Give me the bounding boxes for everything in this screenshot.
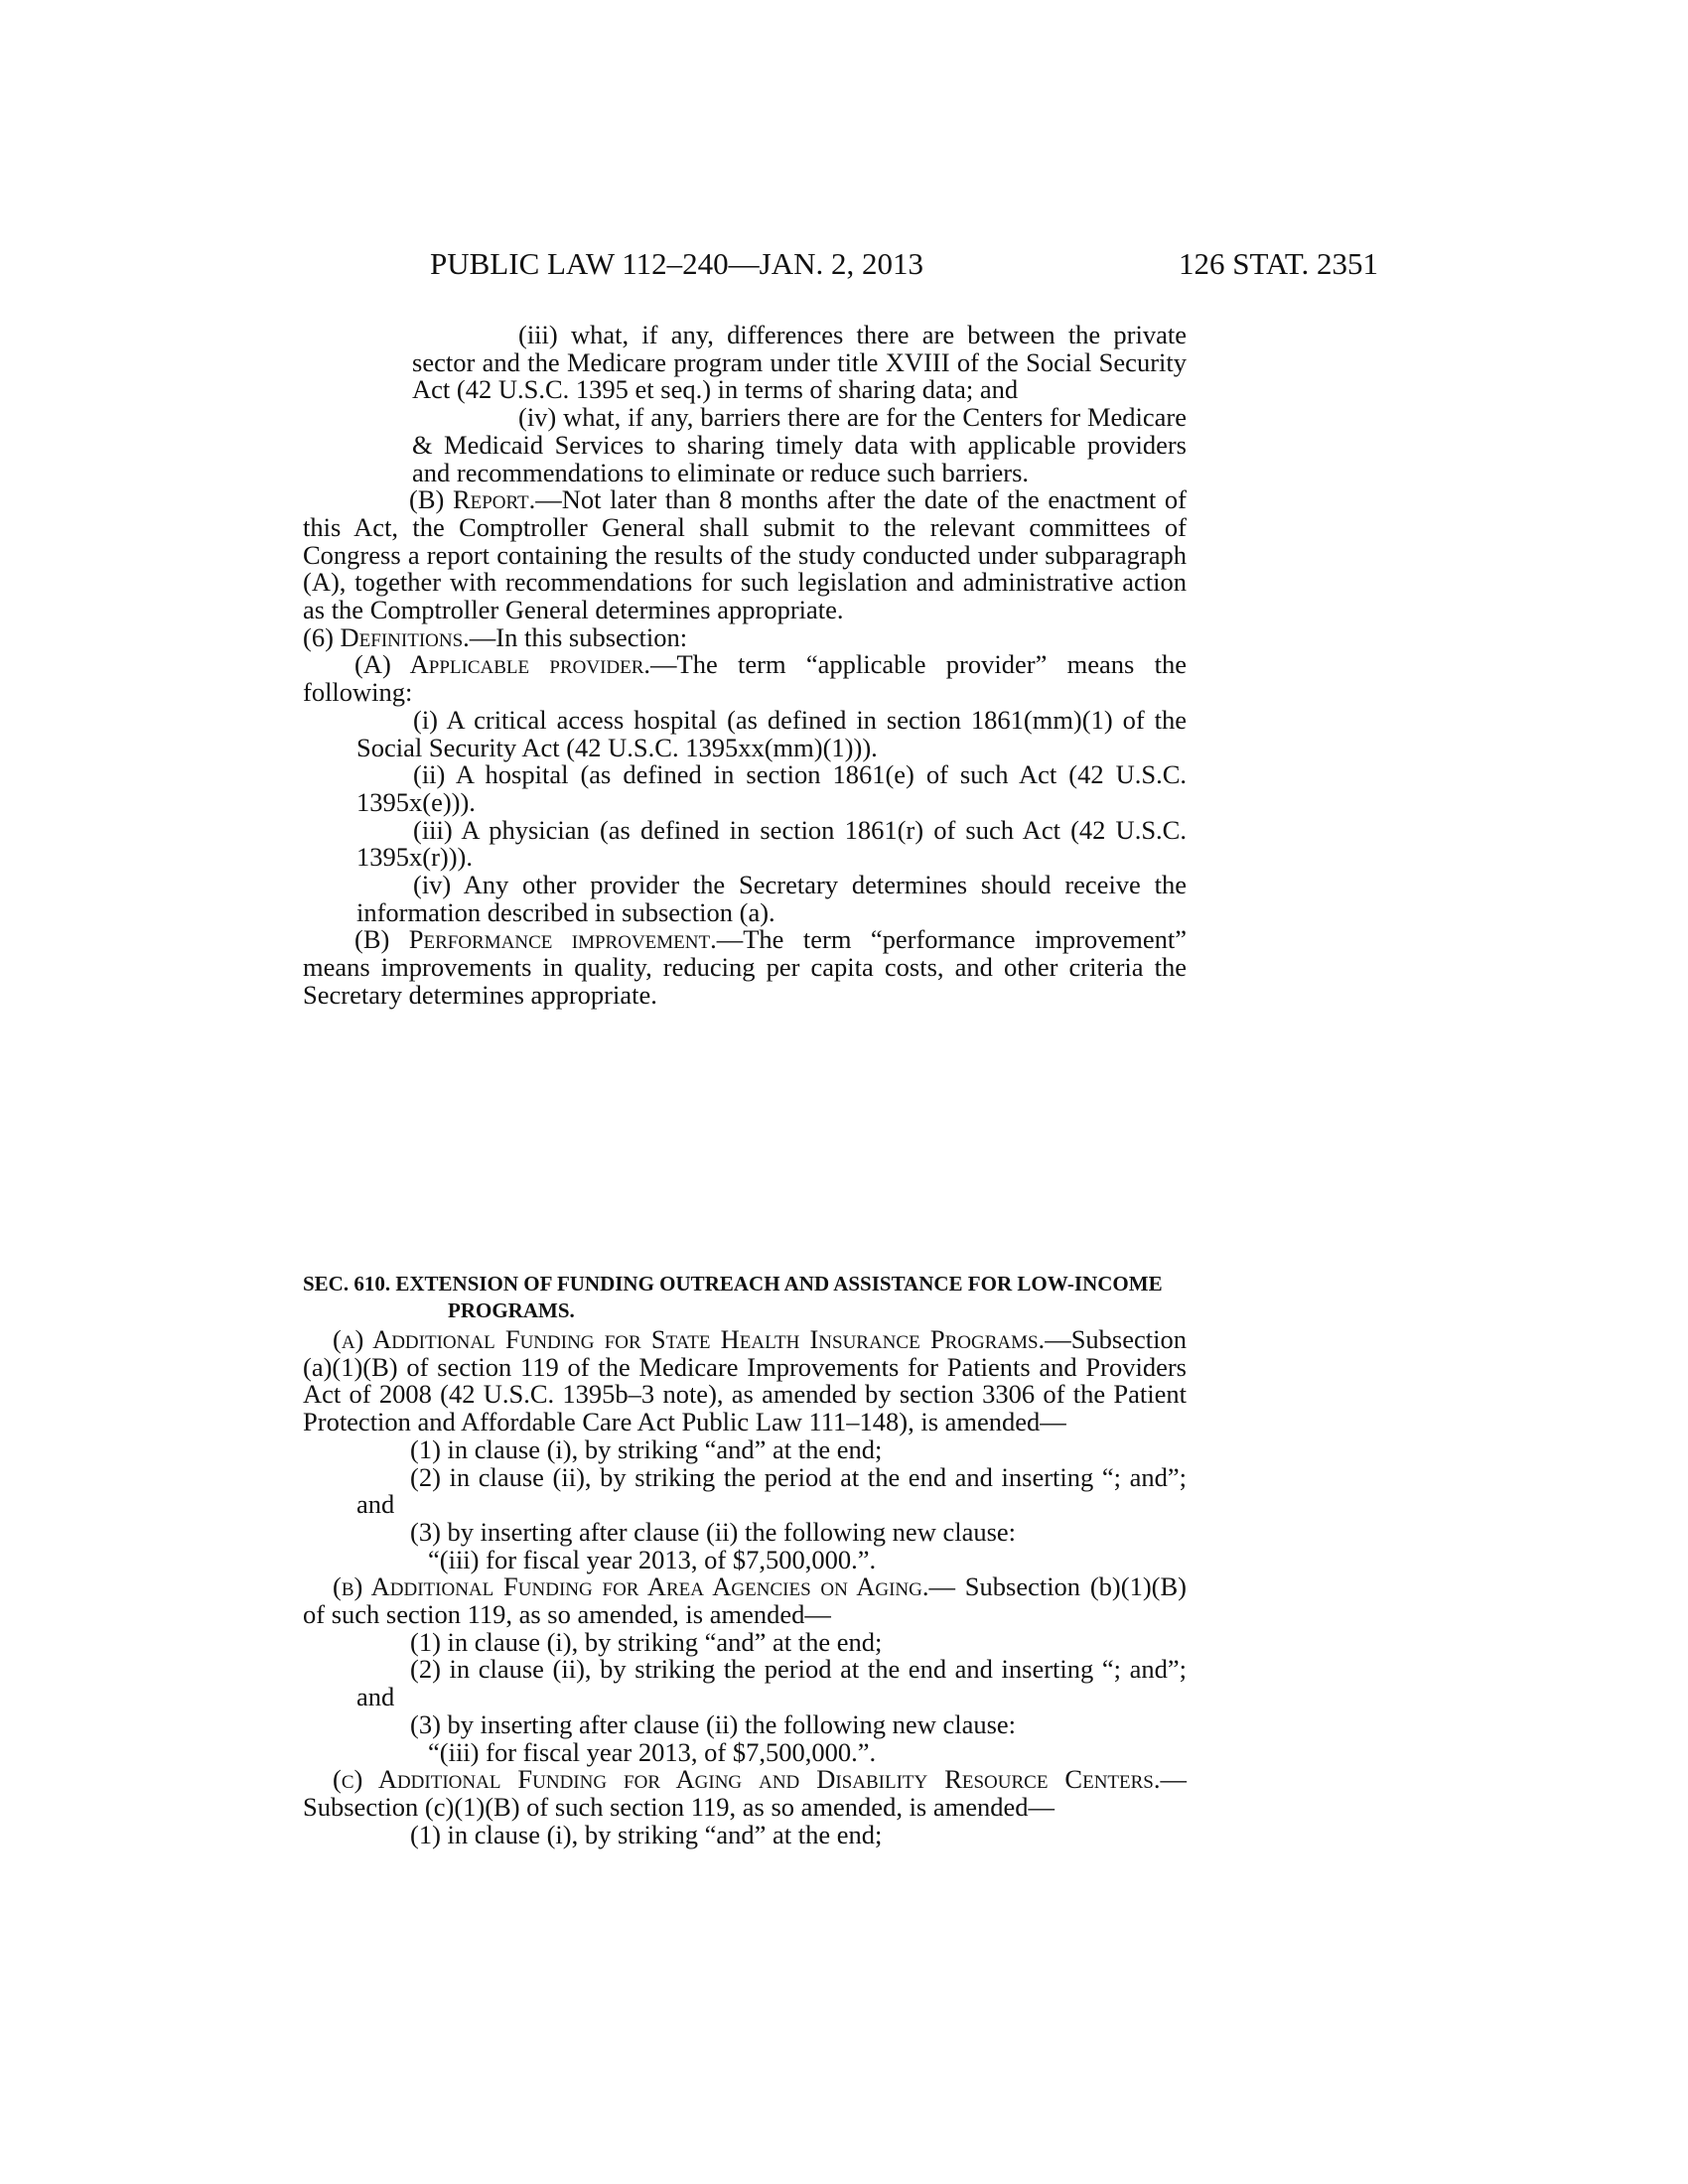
header-public-law: PUBLIC LAW 112–240—JAN. 2, 2013: [430, 246, 923, 281]
clause-iii-differences: (iii) what, if any, differences there are between the private sector and the Medicare program under title XVIII of the Social Security Act (42 U.S.C. 1395 et seq.) in terms of sharing data; and: [412, 320, 1187, 405]
header-stat-page: 126 STAT. 2351: [1178, 246, 1378, 281]
subsection-a-quote: “(iii) for fiscal year 2013, of $7,500,000.”.: [428, 1544, 877, 1574]
report-text: —Not later than 8 months after the date of the enactment of this Act, the Comptroller General shall submit to the relevant committees of Congress a report containing the results of the study conducted under subparagraph (A), together with recommendations for such legislation and administrative action as the Comptroller General determines appropriate.: [303, 484, 1187, 625]
subsection-b: [303, 1573, 1187, 1628]
subsection-a-item-3: (3) by inserting after clause (ii) the following new clause:: [410, 1516, 1017, 1547]
subsection-b-item-2: (2) in clause (ii), by striking the period at the end and inserting “; and”; and: [356, 1654, 1187, 1712]
subsection-b-item-1: (1) in clause (i), by striking “and” at the end;: [410, 1626, 883, 1657]
provider-item-iii: (iii) A physician (as defined in section 1861(r) of such Act (42 U.S.C. 1395x(r))).: [356, 814, 1187, 873]
subsection-b-item-3: (3) by inserting after clause (ii) the following new clause:: [410, 1708, 1017, 1739]
definitions-label: (6) Definitions.: [303, 621, 470, 652]
subsection-b-label: (b) Additional Funding for Area Agencies on Aging.: [333, 1571, 929, 1602]
subsection-a-label: (a) Additional Funding for State Health Insurance Programs.: [333, 1324, 1046, 1354]
provider-item-i: (i) A critical access hospital (as defined in section 1861(mm)(1) of the Social Security Act (42 U.S.C. 1395xx(mm)(1))).: [356, 704, 1187, 762]
subparagraph-b-report: [303, 486, 1187, 624]
subsection-a-text: —Subsection (a)(1)(B) of section 119 of the Medicare Improvements for Patients and Providers Act of 2008 (42 U.S.C. 1395b–3 note), as amended by section 3306 of the Patient Protection and Affordable Care Act Public Law 111–148), is amended—: [303, 1324, 1187, 1437]
provider-item-ii: (ii) A hospital (as defined in section 1861(e) of such Act (42 U.S.C. 1395x(e))).: [356, 759, 1187, 817]
subsection-c-item-1: (1) in clause (i), by striking “and” at the end;: [410, 1819, 883, 1849]
clause-iv-barriers: (iv) what, if any, barriers there are for the Centers for Medicare & Medicaid Services to sharing timely data with applicable providers and recommendations to eliminate or reduce such barriers.: [412, 402, 1187, 487]
subsection-b-quote: “(iii) for fiscal year 2013, of $7,500,000.”.: [428, 1736, 877, 1767]
performance-text: —The term “performance improvement” means improvements in quality, reducing per capita costs, and other criteria the Secretary determines appropriate.: [303, 924, 1188, 1010]
definition-applicable-provider: [303, 651, 1187, 706]
paragraph-6-definitions: [303, 621, 1187, 652]
provider-item-iv: (iv) Any other provider the Secretary determines should receive the information described in subsection (a).: [356, 870, 1187, 927]
subsection-c-label: (c) Additional Funding for Aging and Disability Resource Centers.: [333, 1764, 1161, 1795]
performance-label: (B) Performance improvement.: [354, 924, 717, 955]
subsection-a-item-2: (2) in clause (ii), by striking the period at the end and inserting “; and”; and: [356, 1461, 1187, 1520]
page-body: [303, 322, 1187, 1010]
running-header: [430, 244, 1378, 284]
definitions-text: —In this subsection:: [469, 621, 688, 652]
subsection-c-text: —Subsection (c)(1)(B) of such section 119, as so amended, is amended—: [303, 1764, 1187, 1822]
definition-performance-improvement: [303, 926, 1187, 1009]
subsection-a-item-1: (1) in clause (i), by striking “and” at the end;: [410, 1433, 883, 1464]
subsection-c: [303, 1766, 1187, 1821]
subsection-a: [303, 1326, 1187, 1436]
report-label: (B) Report.: [409, 484, 536, 515]
applicable-provider-label: (A) Applicable provider.: [354, 649, 651, 680]
section-610-body: [303, 1326, 1187, 1848]
applicable-provider-text: —The term “applicable provider” means the following:: [303, 649, 1187, 708]
section-heading: SEC. 610. EXTENSION OF FUNDING OUTREACH AND ASSISTANCE FOR LOW-INCOME PROGRAMS.: [303, 1272, 1163, 1322]
subsection-b-text: — Subsection (b)(1)(B) of such section 119, as so amended, is amended—: [303, 1571, 1187, 1630]
